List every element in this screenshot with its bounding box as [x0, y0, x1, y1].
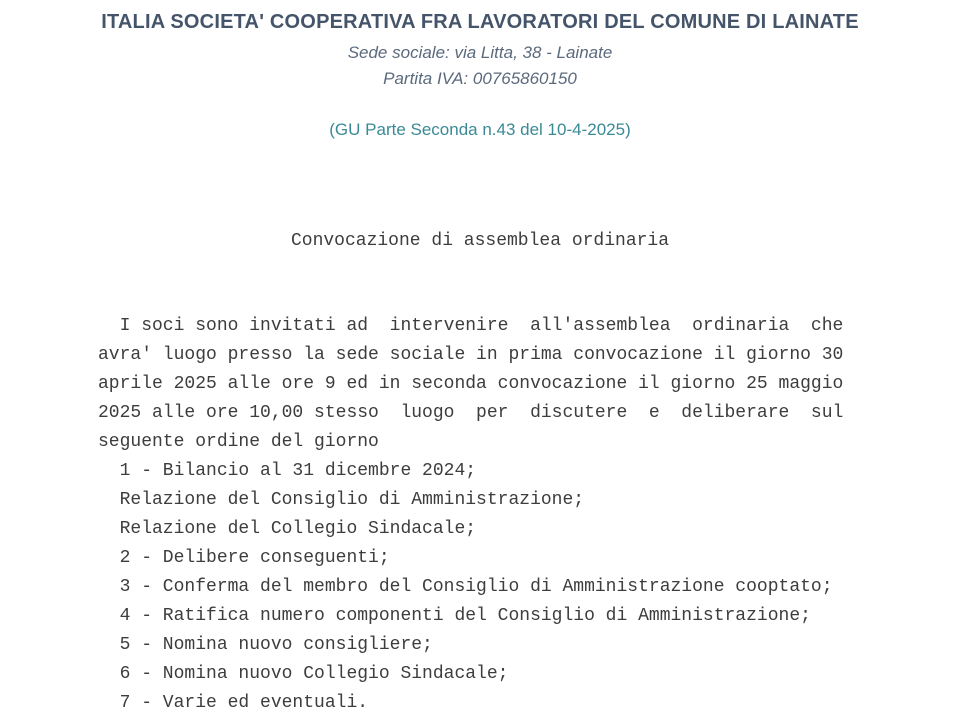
company-vat: Partita IVA: 00765860150 — [383, 69, 577, 88]
agenda-item-line: 4 - Ratifica numero componenti del Consiglio di Amministrazione; — [98, 606, 811, 626]
company-title: ITALIA SOCIETA' COOPERATIVA FRA LAVORATORI DEL COMUNE DI LAINATE — [101, 11, 859, 33]
gazette-reference-link[interactable]: (GU Parte Seconda n.43 del 10-4-2025) — [329, 120, 631, 139]
notice-paragraph-line: I soci sono invitati ad intervenire all'assemblea ordinaria che — [98, 316, 844, 336]
agenda-item-line: 2 - Delibere conseguenti; — [98, 548, 390, 568]
notice-paragraph-line: 2025 alle ore 10,00 stesso luogo per discutere e deliberare sul — [98, 403, 844, 423]
notice-paragraph-line: aprile 2025 alle ore 9 ed in seconda convocazione il giorno 25 maggio — [98, 374, 844, 394]
notice-paragraph-line: seguente ordine del giorno — [98, 432, 379, 452]
agenda-item-line: 7 - Varie ed eventuali. — [98, 693, 369, 713]
agenda-item-line: Relazione del Collegio Sindacale; — [98, 519, 477, 539]
notice-paragraph-line: avra' luogo presso la sede sociale in prima convocazione il giorno 30 — [98, 345, 844, 365]
notice-body — [98, 312, 858, 718]
company-address: Sede sociale: via Litta, 38 - Lainate — [347, 43, 613, 62]
agenda-item-line: 3 - Conferma del membro del Consiglio di Amministrazione cooptato; — [98, 577, 833, 597]
agenda-item-line: Relazione del Consiglio di Amministrazione; — [98, 490, 585, 510]
notice-heading: Convocazione di assemblea ordinaria — [290, 231, 670, 251]
agenda-item-line: 1 - Bilancio al 31 dicembre 2024; — [98, 461, 477, 481]
agenda-item-line: 6 - Nomina nuovo Collegio Sindacale; — [98, 664, 509, 684]
agenda-item-line: 5 - Nomina nuovo consigliere; — [98, 635, 433, 655]
company-header — [0, 10, 960, 92]
